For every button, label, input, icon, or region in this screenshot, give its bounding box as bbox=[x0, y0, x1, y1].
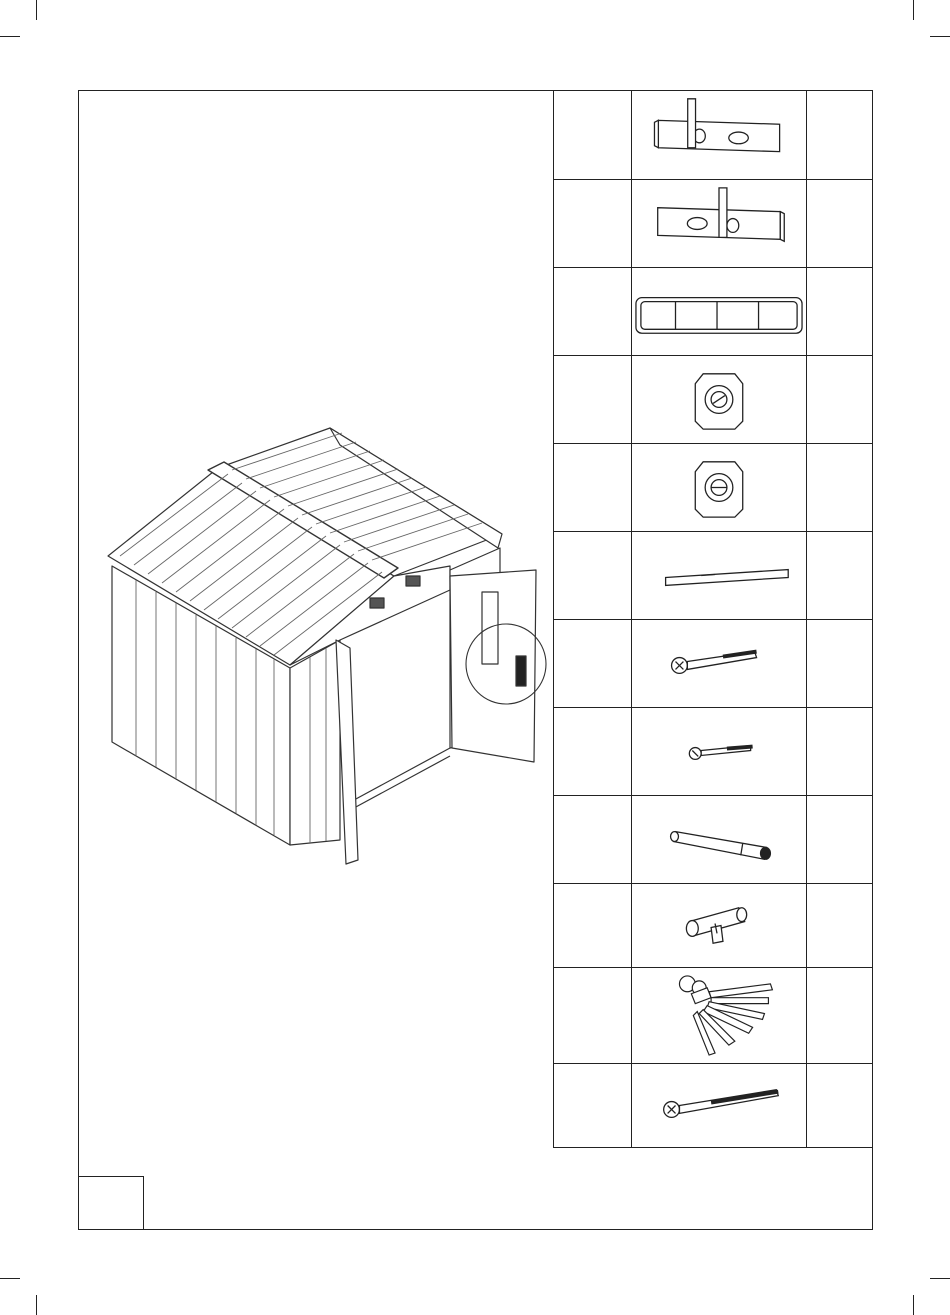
vent-strip-icon bbox=[631, 268, 807, 355]
part-code bbox=[554, 708, 631, 795]
parts-row bbox=[553, 708, 873, 796]
part-qty bbox=[807, 268, 874, 355]
parts-row bbox=[553, 1064, 873, 1148]
part-qty bbox=[807, 444, 874, 531]
parts-row bbox=[553, 796, 873, 884]
part-code bbox=[554, 356, 631, 443]
part-code bbox=[554, 968, 631, 1063]
part-qty bbox=[807, 884, 874, 967]
part-qty bbox=[807, 532, 874, 619]
part-code bbox=[554, 444, 631, 531]
parts-row bbox=[553, 180, 873, 268]
part-code bbox=[554, 884, 631, 967]
extra-long-screw-icon bbox=[631, 1064, 807, 1147]
part-code bbox=[554, 91, 631, 179]
sleeve-tube-icon bbox=[631, 796, 807, 883]
parts-row bbox=[553, 90, 873, 180]
key-set-icon bbox=[631, 968, 807, 1063]
parts-row bbox=[553, 268, 873, 356]
part-qty bbox=[807, 1064, 874, 1147]
part-code bbox=[554, 532, 631, 619]
lock-plate-left-icon bbox=[631, 356, 807, 443]
part-qty bbox=[807, 708, 874, 795]
flat-bar-icon bbox=[631, 532, 807, 619]
part-qty bbox=[807, 91, 874, 179]
part-qty bbox=[807, 356, 874, 443]
part-qty bbox=[807, 796, 874, 883]
lock-plate-right-icon bbox=[631, 444, 807, 531]
part-qty bbox=[807, 180, 874, 267]
parts-row bbox=[553, 444, 873, 532]
lock-cylinder-icon bbox=[631, 884, 807, 967]
part-qty bbox=[807, 968, 874, 1063]
parts-row bbox=[553, 884, 873, 968]
part-code bbox=[554, 268, 631, 355]
latch-bracket-right-icon bbox=[631, 180, 807, 267]
part-code bbox=[554, 1064, 631, 1147]
long-screw-icon bbox=[631, 620, 807, 707]
parts-list bbox=[553, 90, 873, 1148]
parts-row bbox=[553, 532, 873, 620]
parts-row bbox=[553, 968, 873, 1064]
parts-row bbox=[553, 620, 873, 708]
latch-bracket-left-icon bbox=[631, 91, 807, 179]
part-code bbox=[554, 180, 631, 267]
short-screw-icon bbox=[631, 708, 807, 795]
part-code bbox=[554, 796, 631, 883]
parts-row bbox=[553, 356, 873, 444]
part-qty bbox=[807, 620, 874, 707]
part-code bbox=[554, 620, 631, 707]
